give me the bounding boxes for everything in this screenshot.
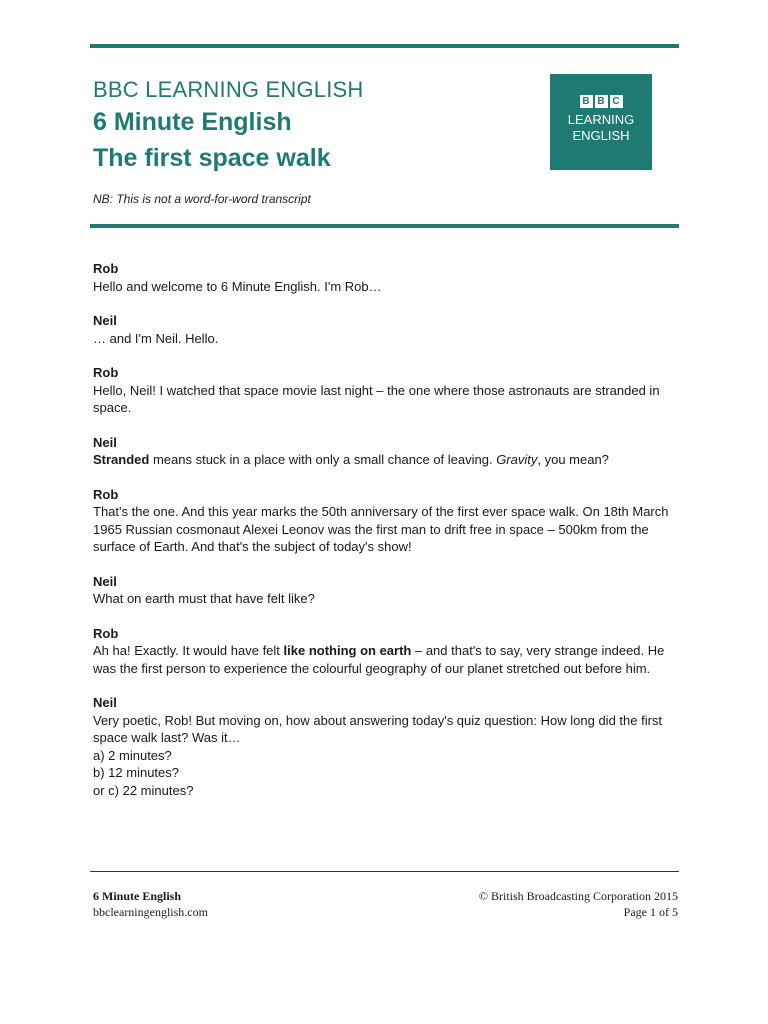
- text-segment: means stuck in a place with only a small chance of leaving.: [149, 452, 497, 467]
- header-rule: [90, 224, 679, 228]
- dialogue-text: That's the one. And this year marks the 50th anniversary of the first ever space walk. On 18th March 1965 Russian cosmonaut Alexei Leonov was the first man to drift free in space – 500km from the surface of Earth. And that's the subject of today's show!: [93, 504, 669, 554]
- text-segment: , you mean?: [537, 452, 609, 467]
- logo-letter: B: [595, 95, 608, 108]
- quiz-option: or c) 22 minutes?: [93, 782, 194, 798]
- transcript: [93, 260, 683, 816]
- dialogue-block: [93, 434, 683, 469]
- dialogue-block: [93, 486, 683, 556]
- episode-title: The first space walk: [93, 144, 331, 172]
- page-number: Page 1 of 5: [623, 905, 678, 919]
- dialogue-block: [93, 312, 683, 347]
- footer-copyright: © British Broadcasting Corporation 2015: [478, 889, 678, 903]
- dialogue-block: [93, 364, 683, 417]
- vocab-term: Stranded: [93, 452, 150, 467]
- speaker-name: Neil: [93, 313, 117, 328]
- logo-line-1: LEARNING: [567, 112, 635, 127]
- bbc-learning-english-logo: [550, 74, 652, 170]
- quiz-options: [93, 747, 683, 800]
- page-footer: [93, 888, 678, 920]
- quiz-option: a) 2 minutes?: [93, 747, 172, 763]
- dialogue-text: … and I'm Neil. Hello.: [93, 330, 219, 346]
- series-title: 6 Minute English: [93, 108, 292, 136]
- document-header: [93, 74, 523, 176]
- dialogue-text: [93, 451, 683, 469]
- text-segment: – and that's to say, very strange indeed. He was the first person to experience the colourful geography of our planet stretched out before him.: [93, 643, 665, 676]
- brand-heading: BBC LEARNING ENGLISH: [93, 77, 364, 102]
- top-rule: [90, 44, 679, 48]
- quiz-option: b) 12 minutes?: [93, 765, 179, 780]
- transcript-note: NB: This is not a word-for-word transcript: [93, 192, 311, 206]
- speaker-name: Neil: [93, 573, 117, 589]
- dialogue-block: [93, 625, 683, 678]
- speaker-name: Neil: [93, 695, 117, 710]
- footer-rule: [90, 871, 679, 872]
- dialogue-text: [93, 642, 683, 677]
- footer-right: [479, 888, 678, 920]
- bbc-blocks: [550, 95, 652, 108]
- logo-line-2: ENGLISH: [572, 128, 630, 143]
- footer-url: bbclearningenglish.com: [93, 905, 208, 919]
- movie-title: Gravity: [496, 452, 538, 467]
- dialogue-text: Very poetic, Rob! But moving on, how about answering today's quiz question: How long did the first space walk last? Was it…: [93, 712, 663, 745]
- speaker-name: Rob: [93, 365, 119, 380]
- dialogue-text: Hello and welcome to 6 Minute English. I'm Rob…: [93, 278, 382, 294]
- dialogue-block: [93, 573, 683, 608]
- speaker-name: Rob: [93, 625, 119, 641]
- footer-left: [93, 888, 208, 920]
- footer-series: 6 Minute English: [93, 889, 182, 903]
- speaker-name: Rob: [93, 486, 119, 502]
- dialogue-block: [93, 260, 683, 295]
- logo-letter: C: [610, 95, 623, 108]
- logo-letter: B: [580, 95, 593, 108]
- dialogue-text: Hello, Neil! I watched that space movie last night – the one where those astronauts are stranded in space.: [93, 382, 660, 415]
- dialogue-block: [93, 694, 683, 799]
- speaker-name: Rob: [93, 261, 119, 276]
- text-segment: Ah ha! Exactly. It would have felt: [93, 643, 284, 658]
- speaker-name: Neil: [93, 434, 117, 450]
- dialogue-text: What on earth must that have felt like?: [93, 591, 315, 606]
- vocab-term: like nothing on earth: [283, 643, 412, 658]
